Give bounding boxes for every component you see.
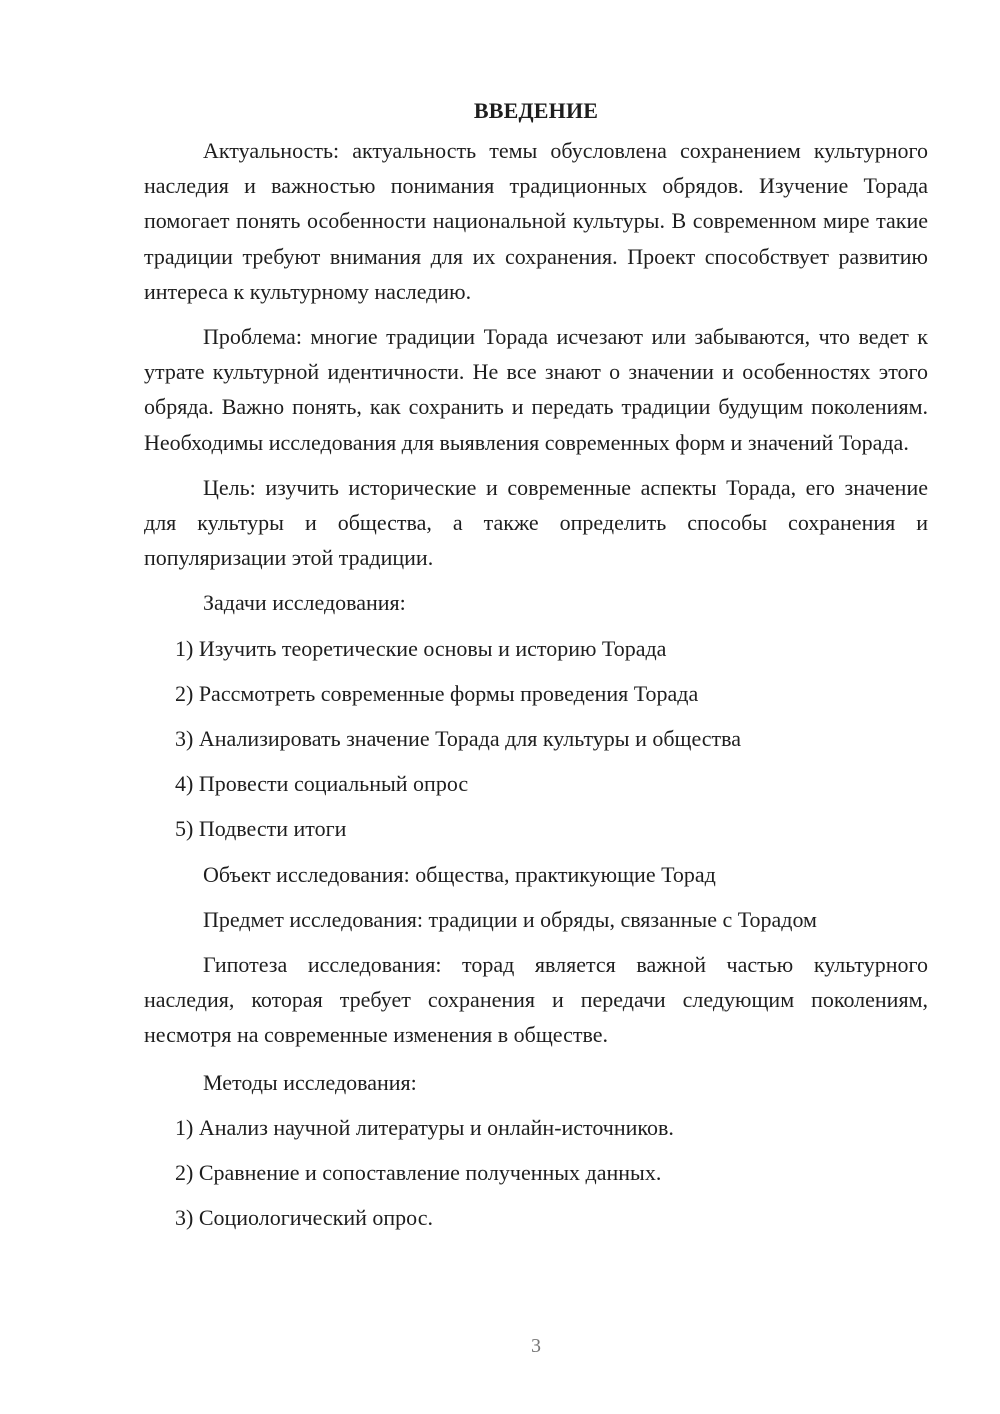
page-title: ВВЕДЕНИЕ — [473, 98, 599, 123]
document-page — [144, 93, 928, 1235]
list-item: 4) Провести социальный опрос — [175, 771, 469, 797]
methods-heading: Методы исследования: — [203, 1069, 417, 1095]
list-item: 3) Анализировать значение Торада для культуры и общества — [175, 726, 742, 752]
tasks-heading: Задачи исследования: — [203, 590, 406, 616]
hypothesis-paragraph: Гипотеза исследования: торад является важной частью культурного наследия, которая требует сохранения и передачи следующим поколениям, несмотря на современные изменения в обществе. — [144, 952, 928, 1048]
relevance-paragraph: Актуальность: актуальность темы обусловлена сохранением культурного наследия и важностью понимания традиционных обрядов. Изучение Торада помогает понять особенности национальной культуры. В современном мире такие традиции требуют внимания для их сохранения. Проект способствует развитию интереса к культурному наследию. — [144, 138, 928, 304]
list-item: 5) Подвести итоги — [175, 816, 347, 842]
list-item: 3) Социологический опрос. — [175, 1205, 433, 1231]
problem-paragraph: Проблема: многие традиции Торада исчезают или забываются, что ведет к утрате культурной идентичности. Не все знают о значении и особенностях этого обряда. Важно понять, как сохранить и передать традиции будущим поколениям. Необходимы исследования для выявления современных форм и значений Торада. — [144, 324, 928, 455]
goal-paragraph: Цель: изучить исторические и современные аспекты Торада, его значение для культуры и общества, а также определить способы сохранения и популяризации этой традиции. — [144, 474, 928, 571]
page-number: 3 — [531, 1335, 541, 1357]
list-item: 1) Анализ научной литературы и онлайн-источников. — [175, 1114, 674, 1140]
methods-list — [144, 1110, 928, 1236]
list-item: 2) Сравнение и сопоставление полученных данных. — [175, 1160, 662, 1186]
object-line: Объект исследования: общества, практикующие Торад — [203, 861, 716, 887]
subject-line: Предмет исследования: традиции и обряды, связанные с Торадом — [203, 906, 817, 932]
list-item: 2) Рассмотреть современные формы проведения Торада — [175, 680, 699, 706]
tasks-list — [144, 631, 928, 847]
list-item: 1) Изучить теоретические основы и историю Торада — [175, 635, 667, 661]
